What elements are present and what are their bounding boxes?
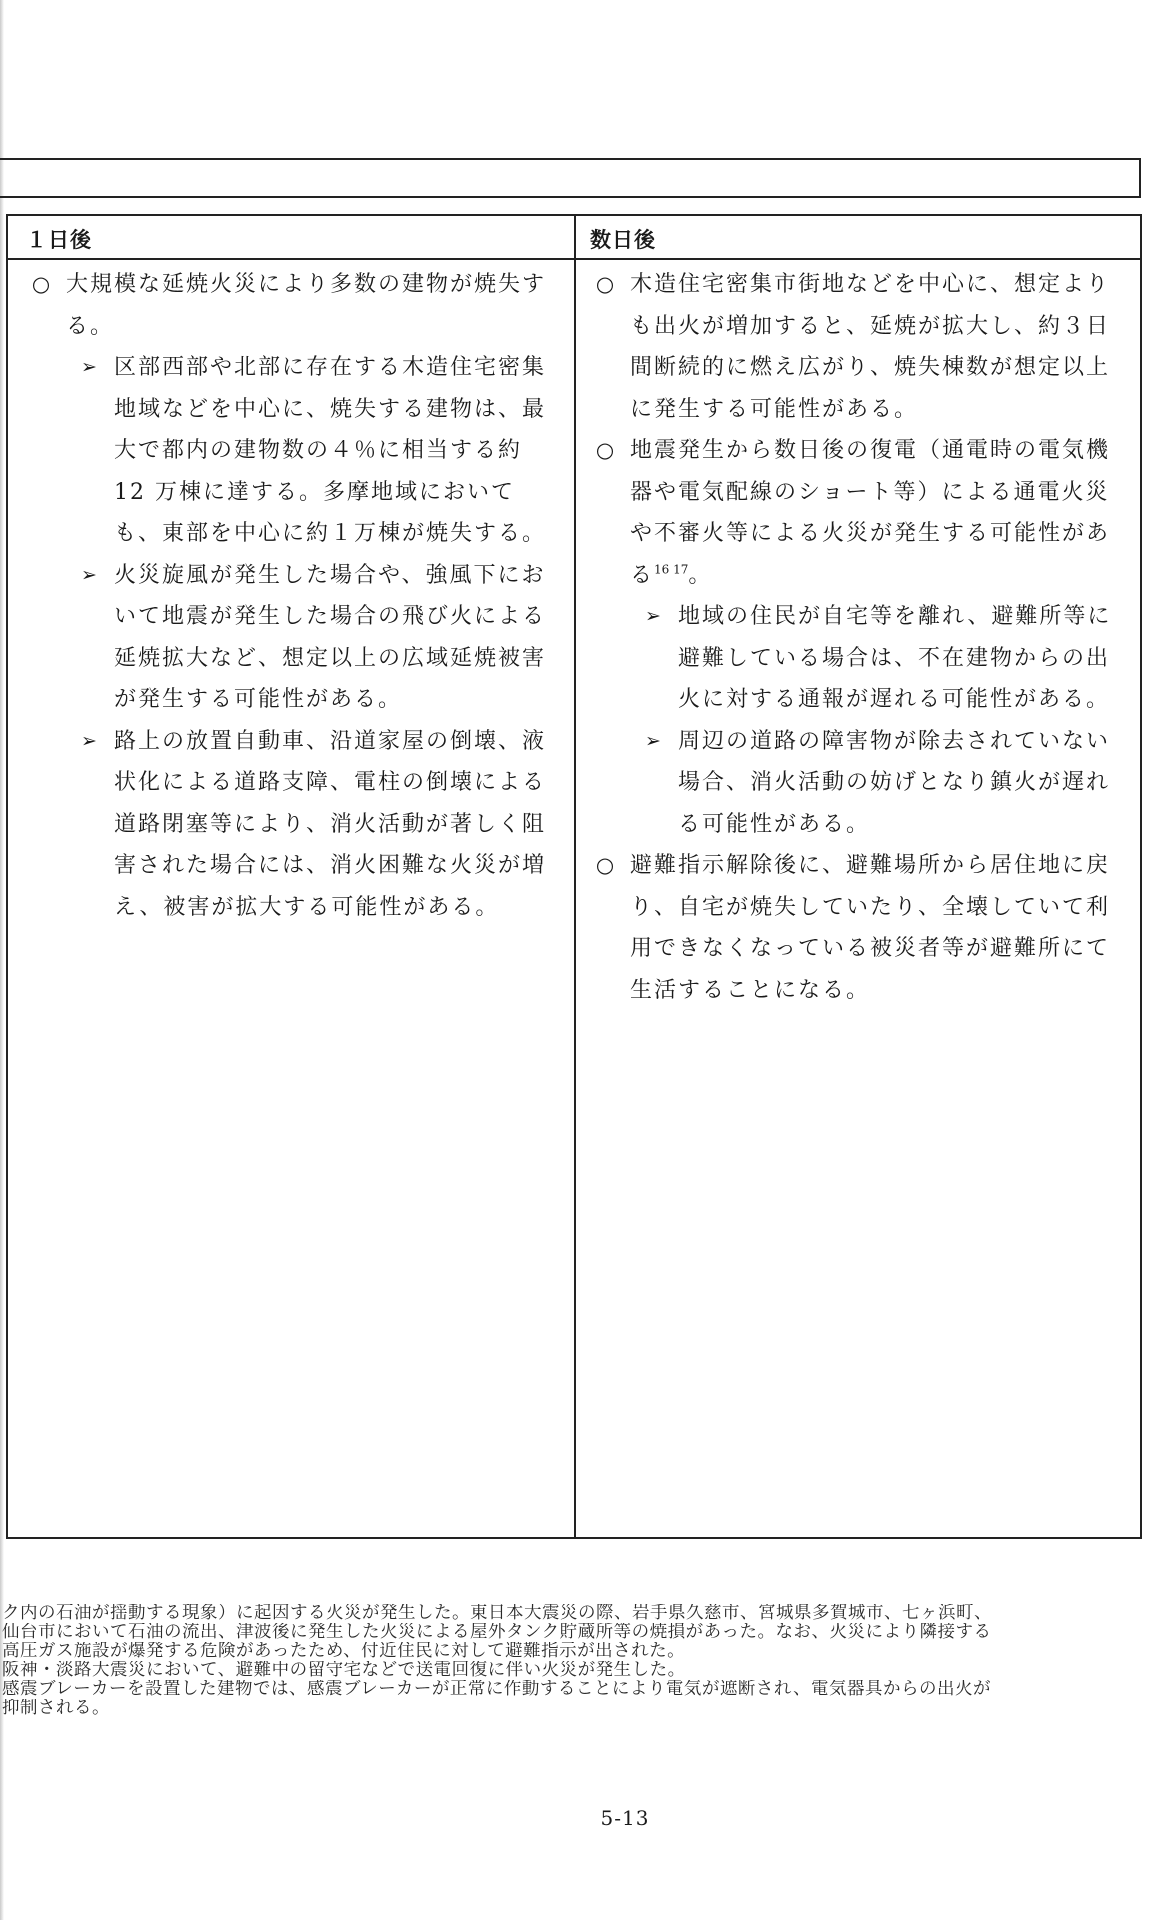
sub-list-item [66, 721, 568, 929]
sub-list-item [630, 596, 1137, 721]
item-text: 避難指示解除後に、避難場所から居住地に戻り、自宅が焼失していたり、全壊していて利用できなくなっている被災者等が避難所にて生活することになる。 [630, 853, 1111, 1003]
sub-list-item [66, 347, 568, 555]
list-item [582, 845, 1137, 1011]
list-item [582, 430, 1137, 596]
footnote-line: 阪神・淡路大震災において、避難中の留守宅などで送電回復に伴い火災が発生した。 [2, 1661, 686, 1680]
page-number: 5-13 [600, 1806, 650, 1830]
item-text: 木造住宅密集市街地などを中心に、想定よりも出火が増加すると、延焼が拡大し、約３日間断続的に燃え広がり、焼失棟数が想定以上に発生する可能性がある。 [630, 272, 1111, 422]
footnote-line: ク内の石油が揺動する現象）に起因する火災が発生した。東日本大震災の際、岩手県久慈市、宮城県多賀城市、七ヶ浜町、 [2, 1604, 992, 1623]
arrow-bullet-icon: ➢ [81, 563, 99, 586]
list-item [582, 264, 1137, 430]
sub-item-text: 区部西部や北部に存在する木造住宅密集地域などを中心に、焼失する建物は、最大で都内の建物数の４％に相当する約 12 万棟に達する。多摩地域においても、東部を中心に約１万棟が焼失する。 [114, 355, 547, 546]
circle-bullet-icon: ○ [595, 438, 617, 462]
item-text-tail: 。 [688, 562, 713, 588]
item-text: 大規模な延焼火災により多数の建物が焼失する。 [66, 272, 547, 339]
arrow-bullet-icon: ➢ [645, 729, 663, 752]
footnote-line: 高圧ガス施設が爆発する危険があったため、付近住民に対して避難指示が出された。 [2, 1642, 686, 1661]
sub-item-text: 地域の住民が自宅等を離れ、避難所等に避難している場合は、不在建物からの出火に対する通報が遅れる可能性がある。 [678, 604, 1112, 712]
column-day1 [18, 264, 568, 928]
damage-timeline-table [6, 214, 1142, 1539]
circle-bullet-icon: ○ [595, 853, 617, 877]
footnotes [2, 1604, 1167, 1718]
sub-list-item [630, 721, 1137, 846]
item-text-with-footnote [630, 430, 1125, 596]
sub-list-item [66, 555, 568, 721]
sub-item-text: 周辺の道路の障害物が除去されていない場合、消火活動の妨げとなり鎮火が遅れる可能性がある。 [678, 728, 1111, 837]
circle-bullet-icon: ○ [595, 272, 617, 296]
footnote-line: 抑制される。 [2, 1699, 110, 1718]
arrow-bullet-icon: ➢ [81, 356, 99, 378]
column-divider [574, 216, 576, 1537]
column-header-several-days: 数日後 [590, 228, 656, 252]
section-header-box [0, 158, 1141, 198]
footnote-line: 仙台市において石油の流出、津波後に発生した火災による屋外タンク貯蔵所等の焼損があった。なお、火災により隣接する [2, 1623, 992, 1642]
sub-item-text: 路上の放置自動車、沿道家屋の倒壊、液状化による道路支障、電柱の倒壊による道路閉塞等により、消火活動が著しく阻害された場合には、消火困難な火災が増え、被害が拡大する可能性がある。 [114, 728, 547, 920]
column-several-days [582, 264, 1137, 1011]
footnote-reference: 16 17 [654, 562, 689, 577]
column-header-day1: １日後 [26, 228, 92, 252]
footnote-line: 感震ブレーカーを設置した建物では、感震ブレーカーが正常に作動することにより電気が遮断され、電気器具からの出火が [2, 1680, 991, 1699]
circle-bullet-icon: ○ [31, 272, 53, 296]
sub-item-text: 火災旋風が発生した場合や、強風下において地震が発生した場合の飛び火による延焼拡大など、想定以上の広域延焼被害が発生する可能性がある。 [114, 562, 547, 712]
item-text: 地震発生から数日後の復電（通電時の電気機器や電気配線のショート等）による通電火災や不審火等による火災が発生する可能性がある [630, 438, 1111, 588]
arrow-bullet-icon: ➢ [645, 605, 663, 627]
list-item [18, 264, 568, 347]
arrow-bullet-icon: ➢ [81, 729, 99, 752]
